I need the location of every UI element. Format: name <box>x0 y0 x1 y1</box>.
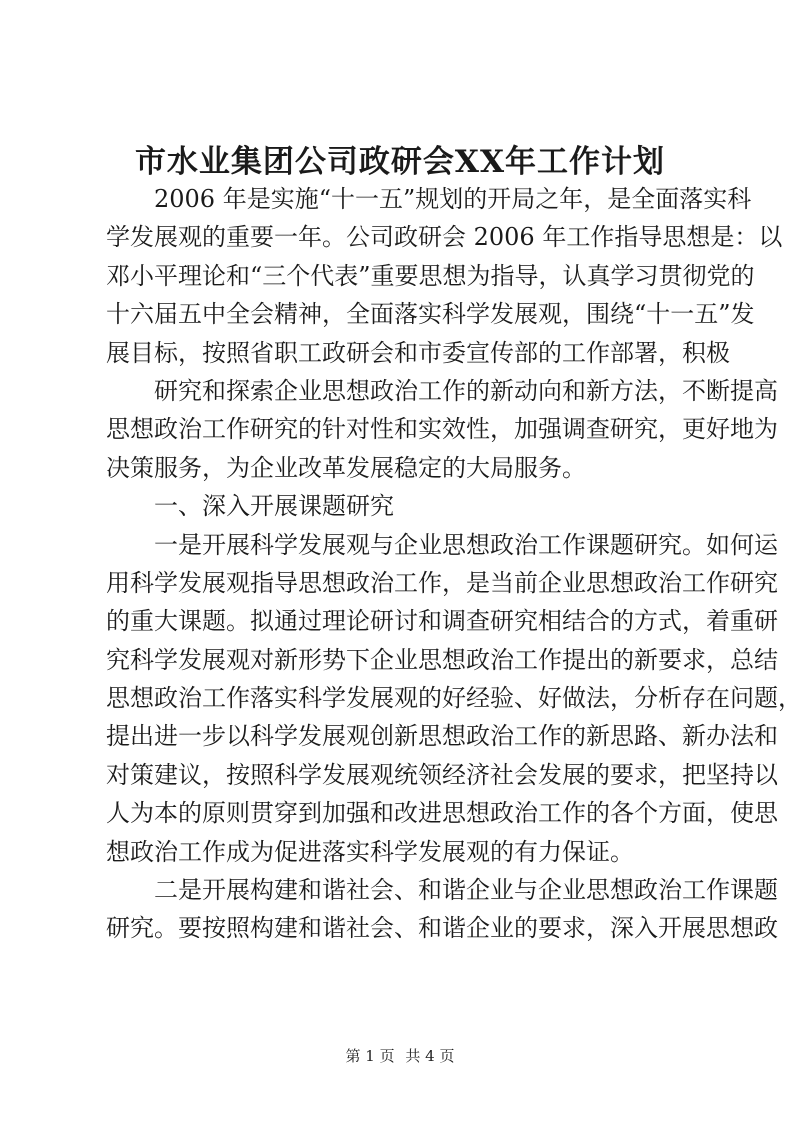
text-line: 决策服务，为企业改革发展稳定的大局服务。 <box>106 453 586 482</box>
text-line: 学发展观的重要一年。公司政研会 2006 年工作指导思想是：以 <box>106 223 783 252</box>
text-line: 邓小平理论和“三个代表”重要思想为指导，认真学习贯彻党的 <box>106 261 755 290</box>
page-total: 共 4 页 <box>405 1047 455 1065</box>
text-line: 展目标，按照省职工政研会和市委宣传部的工作部署，积极 <box>106 338 730 367</box>
page-title: 市水业集团公司政研会XX年工作计划 <box>134 144 666 180</box>
text-line: 究科学发展观对新形势下企业思想政治工作提出的新要求，总结 <box>106 645 778 674</box>
text-line: 提出进一步以科学发展观创新思想政治工作的新思路、新办法和 <box>106 722 778 751</box>
text-line: 思想政治工作研究的针对性和实效性，加强调查研究，更好地为 <box>106 415 778 444</box>
text-line: 研究。要按照构建和谐社会、和谐企业的要求，深入开展思想政 <box>106 914 778 943</box>
text-line: 一是开展科学发展观与企业思想政治工作课题研究。如何运 <box>154 530 778 559</box>
text-line: 对策建议，按照科学发展观统领经济社会发展的要求，把坚持以 <box>106 760 778 789</box>
page-number: 第 1 页 <box>345 1047 395 1065</box>
text-line: 2006 年是实施“十一五”规划的开局之年，是全面落实科 <box>154 185 752 213</box>
text-line: 研究和探索企业思想政治工作的新动向和新方法，不断提高 <box>154 376 778 405</box>
text-line: 想政治工作成为促进落实科学发展观的有力保证。 <box>106 837 634 866</box>
text-line: 二是开展构建和谐社会、和谐企业与企业思想政治工作课题 <box>154 876 778 905</box>
page-footer <box>0 1046 800 1066</box>
text-line: 人为本的原则贯穿到加强和改进思想政治工作的各个方面，使思 <box>106 799 778 828</box>
text-line: 用科学发展观指导思想政治工作，是当前企业思想政治工作研究 <box>106 568 778 597</box>
text-line: 十六届五中全会精神，全面落实科学发展观，围绕“十一五”发 <box>106 300 755 329</box>
document-body <box>106 180 802 948</box>
text-line: 的重大课题。拟通过理论研讨和调查研究相结合的方式，着重研 <box>106 607 778 636</box>
text-line: 思想政治工作落实科学发展观的好经验、好做法，分析存在问题， <box>106 684 802 713</box>
text-line: 一、深入开展课题研究 <box>154 492 394 521</box>
